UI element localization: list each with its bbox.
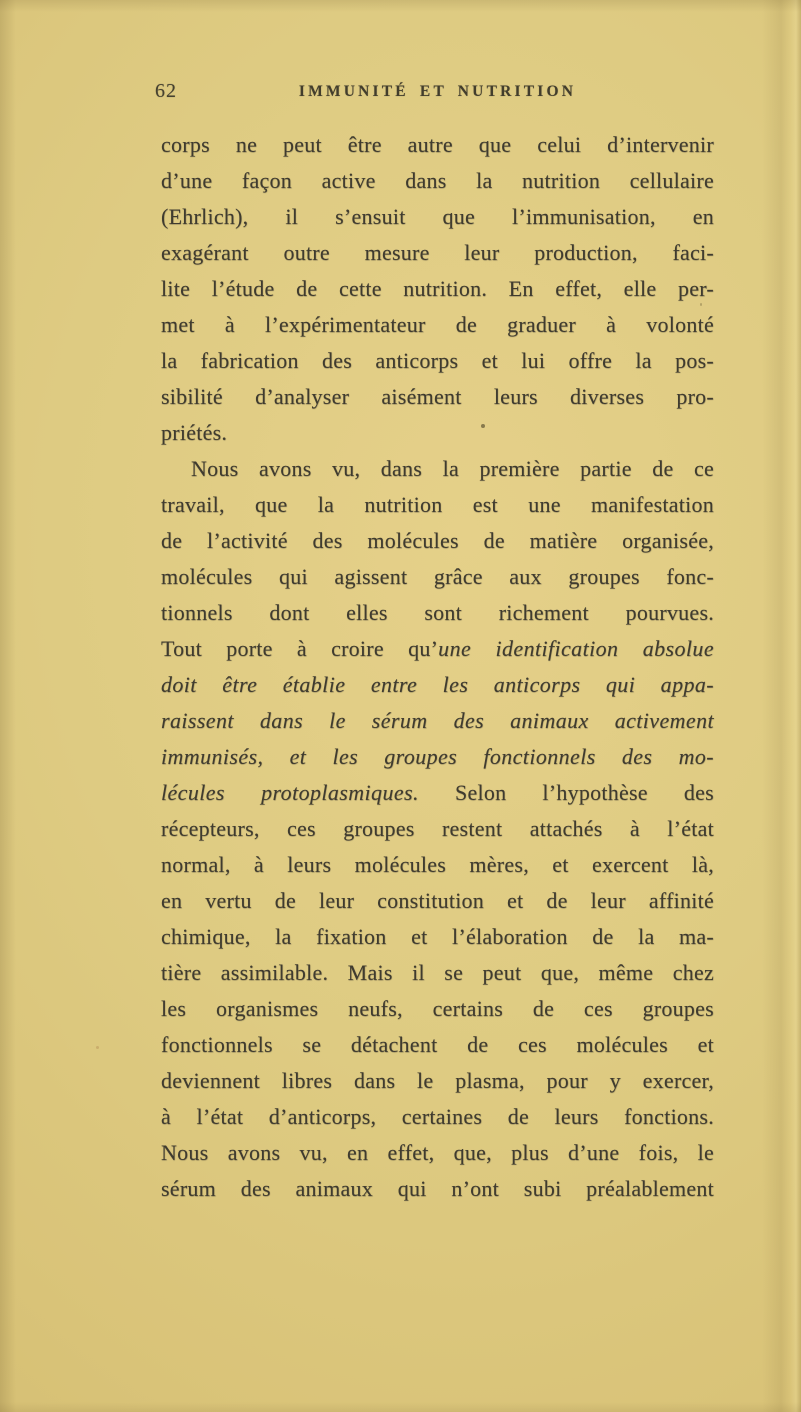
text-line [161,883,714,919]
text-run: travail, que la nutrition est une manifestation [161,492,714,517]
text-run: sibilité d’analyser aisément leurs diverses pro- [161,384,714,409]
text-line [161,235,714,271]
text-run: à l’état d’anticorps, certaines de leurs fonctions. [161,1104,714,1129]
italic-run: une identification absolue [438,636,714,661]
text-line [161,487,714,523]
italic-run: immunisés, et les groupes fonctionnels des mo- [161,744,714,769]
text-line [161,811,714,847]
paper-speck [481,424,485,428]
text-line [161,1135,714,1171]
text-line [161,775,714,811]
text-line [161,667,714,703]
text-line [161,703,714,739]
page-number: 62 [155,80,177,102]
text-run: de l’activité des molécules de matière organisée, [161,528,714,553]
text-run: normal, à leurs molécules mères, et exercent là, [161,852,714,877]
text-line [161,847,714,883]
text-line [161,1063,714,1099]
running-head: IMMUNITÉ ET NUTRITION [298,83,577,100]
text-run: molécules qui agissent grâce aux groupes fonc- [161,564,714,589]
text-line [161,595,714,631]
text-run: fonctionnels se détachent de ces molécules et [161,1032,714,1057]
text-line [161,739,714,775]
text-run: chimique, la fixation et l’élaboration de la ma- [161,924,714,949]
text-run: corps ne peut être autre que celui d’intervenir [161,132,714,157]
text-line [161,1099,714,1135]
paper-speck [96,1046,99,1049]
text-run: la fabrication des anticorps et lui offre la pos- [161,348,714,373]
text-line [161,919,714,955]
text-run: Nous avons vu, dans la première partie de ce [191,456,714,481]
text-run: tière assimilable. Mais il se peut que, même chez [161,960,714,985]
text-line [161,307,714,343]
text-line [161,1027,714,1063]
italic-run: raissent dans le sérum des animaux activement [161,708,714,733]
text-run: exagérant outre mesure leur production, faci- [161,240,714,265]
paper-speck [700,303,702,306]
text-run: (Ehrlich), il s’ensuit que l’immunisation, en [161,204,714,229]
text-run: priétés. [161,420,228,445]
text-run: deviennent libres dans le plasma, pour y exercer, [161,1068,714,1093]
page-text [161,127,714,1207]
text-line [161,163,714,199]
text-run: d’une façon active dans la nutrition cellulaire [161,168,714,193]
text-run: Tout porte à croire qu’ [161,636,439,661]
text-line [161,199,714,235]
italic-run: lécules protoplasmiques. [161,780,419,805]
text-run: les organismes neufs, certains de ces groupes [161,996,714,1021]
text-run: récepteurs, ces groupes restent attachés à l’état [161,816,714,841]
text-run: sérum des animaux qui n’ont subi préalablement [161,1176,714,1201]
text-line [161,415,714,451]
text-run: Selon l’hypothèse des [418,780,714,805]
text-line [161,271,714,307]
text-line [161,127,714,163]
text-line [161,523,714,559]
text-run: lite l’étude de cette nutrition. En effet, elle per- [161,276,714,301]
text-line [161,631,714,667]
text-line [161,343,714,379]
text-run: met à l’expérimentateur de graduer à volonté [161,312,714,337]
text-line [161,379,714,415]
italic-run: doit être établie entre les anticorps qui appa- [161,672,714,697]
text-run: en vertu de leur constitution et de leur affinité [161,888,714,913]
text-line [161,991,714,1027]
text-line [161,451,714,487]
text-run: Nous avons vu, en effet, que, plus d’une fois, le [161,1140,714,1165]
text-run: tionnels dont elles sont richement pourvues. [161,600,714,625]
page-header [155,80,714,102]
text-line [161,1171,714,1207]
text-line [161,955,714,991]
text-line [161,559,714,595]
